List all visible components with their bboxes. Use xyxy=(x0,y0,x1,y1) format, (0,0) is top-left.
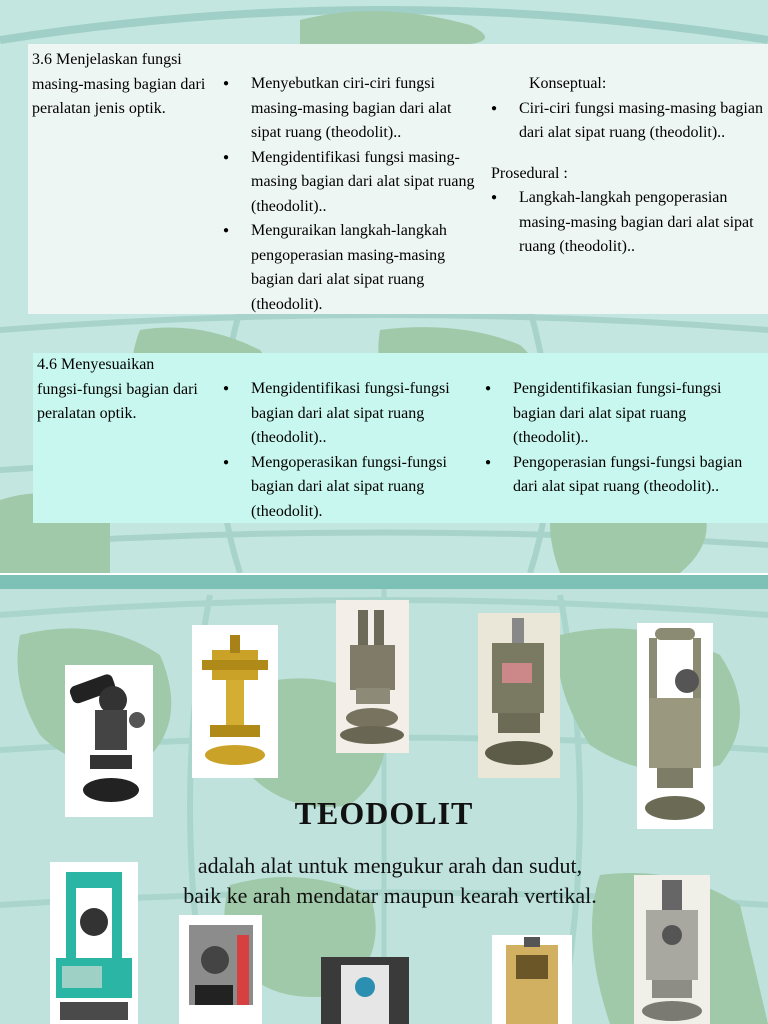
theodolite-photo xyxy=(336,600,409,753)
list-item: ● Mengidentifikasi fungsi-fungsi bagian dari alat sipat ruang (theodolit).. xyxy=(223,377,478,451)
material-list-4-6 xyxy=(485,377,755,500)
theodolite-photo xyxy=(492,935,572,1024)
list-item: ● Menguraikan langkah-langkah pengoperasian masing-masing bagian dari alat sipat ruang (theodolit). xyxy=(223,219,478,317)
konseptual-list xyxy=(491,97,766,146)
subtitle-line-1: adalah alat untuk mengukur arah dan sudut, xyxy=(197,853,583,878)
list-item: ● Pengoperasian fungsi-fungsi bagian dari alat sipat ruang (theodolit).. xyxy=(485,451,755,500)
list-item: ● Menyebutkan ciri-ciri fungsi masing-masing bagian dari alat sipat ruang (theodolit).. xyxy=(223,72,478,146)
subtitle-line-2: baik ke arah mendatar maupun kearah vertikal. xyxy=(183,883,597,908)
slide-2 xyxy=(0,575,768,1024)
competency-row-4-6 xyxy=(33,353,768,523)
list-item: ● Mengoperasikan fungsi-fungsi bagian dari alat sipat ruang (theodolit). xyxy=(223,451,478,525)
prosedural-heading: Prosedural : xyxy=(491,164,568,182)
total-station-photo xyxy=(179,915,262,1024)
list-item: ● Ciri-ciri fungsi masing-masing bagian dari alat sipat ruang (theodolit).. xyxy=(491,97,766,146)
theodolite-photo xyxy=(192,625,278,778)
kd-3-6-text: 3.6 Menjelaskan fungsi masing-masing bagian dari peralatan jenis optik. xyxy=(32,51,206,117)
theodolite-photo xyxy=(478,613,560,778)
slide-title: TEODOLIT xyxy=(294,795,474,831)
list-item: ● Langkah-langkah pengoperasian masing-masing bagian dari alat sipat ruang (theodolit).. xyxy=(491,186,766,260)
konseptual-heading: Konseptual: xyxy=(529,75,607,92)
competency-row-3-6 xyxy=(28,44,768,314)
prosedural-list xyxy=(491,186,766,260)
indicator-list-4-6 xyxy=(223,377,478,524)
kd-4-6-text: 4.6 Menyesuaikan fungsi-fungsi bagian dari peralatan optik. xyxy=(37,356,198,422)
list-item: ● Mengidentifikasi fungsi masing-masing bagian dari alat sipat ruang (theodolit).. xyxy=(223,146,478,220)
indicator-list-3-6 xyxy=(223,72,478,317)
total-station-photo xyxy=(321,957,409,1024)
list-item: ● Pengidentifikasian fungsi-fungsi bagian dari alat sipat ruang (theodolit).. xyxy=(485,377,755,451)
slide-subtitle xyxy=(100,851,680,911)
